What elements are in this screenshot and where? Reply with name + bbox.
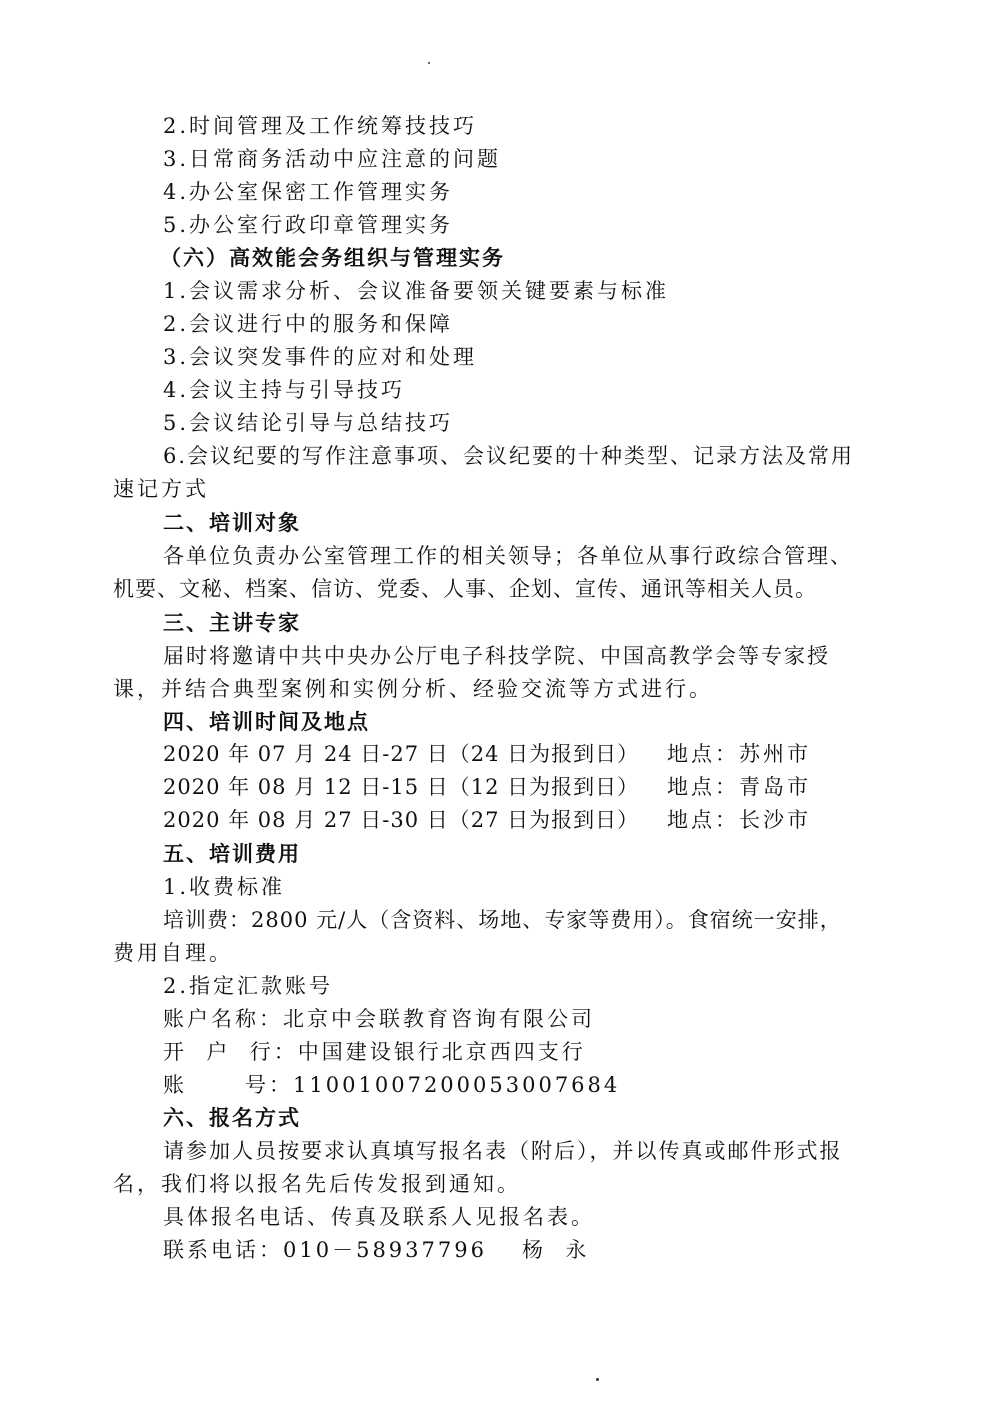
schedule-place: 地点：苏州市 (667, 742, 811, 766)
paragraph-line: 具体报名电话、传真及联系人见报名表。 (163, 1205, 595, 1229)
list-item: 3.会议突发事件的应对和处理 (163, 345, 478, 369)
bank-name: 开 户 行：中国建设银行北京西四支行 (163, 1040, 586, 1064)
contact-phone: 联系电话：010－58937796 (163, 1238, 487, 1262)
paragraph-line: 机要、文秘、档案、信访、党委、人事、企划、宣传、通讯等相关人员。 (113, 577, 817, 601)
paragraph-line: 费用自理。 (113, 941, 233, 965)
schedule-date: 2020 年 08 月 12 日-15 日（12 日为报到日） (163, 775, 640, 799)
list-item: 5.办公室行政印章管理实务 (163, 213, 454, 237)
account-number: 账 号：11001007200053007684 (163, 1073, 621, 1097)
list-item: 1.收费标准 (163, 875, 286, 899)
section-heading: 三、主讲专家 (163, 611, 301, 635)
list-item: 4.会议主持与引导技巧 (163, 378, 406, 402)
account-name: 账户名称：北京中会联教育咨询有限公司 (163, 1007, 595, 1031)
schedule-place: 地点：长沙市 (667, 808, 811, 832)
schedule-place: 地点：青岛市 (667, 775, 811, 799)
paragraph-line: 请参加人员按要求认真填写报名表（附后），并以传真或邮件形式报 (163, 1139, 843, 1163)
list-item: 5.会议结论引导与总结技巧 (163, 411, 454, 435)
scan-mark (596, 1378, 599, 1381)
list-item: 1.会议需求分析、会议准备要领关键要素与标准 (163, 279, 670, 303)
section-heading: 五、培训费用 (163, 842, 301, 866)
scan-mark (428, 62, 430, 64)
list-item-continuation: 速记方式 (113, 477, 209, 501)
paragraph-line: 名，我们将以报名先后传发报到通知。 (113, 1172, 521, 1196)
paragraph-line: 各单位负责办公室管理工作的相关领导；各单位从事行政综合管理、 (163, 544, 853, 568)
section-heading: 四、培训时间及地点 (163, 710, 370, 734)
section-heading: 六、报名方式 (163, 1106, 301, 1130)
schedule-date: 2020 年 07 月 24 日-27 日（24 日为报到日） (163, 742, 640, 766)
schedule-row (163, 773, 639, 801)
list-item: 2.会议进行中的服务和保障 (163, 312, 454, 336)
list-item: 4.办公室保密工作管理实务 (163, 180, 454, 204)
list-item: 6.会议纪要的写作注意事项、会议纪要的十种类型、记录方法及常用 (163, 444, 855, 468)
list-item: 2.时间管理及工作统筹技技巧 (163, 114, 478, 138)
schedule-date: 2020 年 08 月 27 日-30 日（27 日为报到日） (163, 808, 640, 832)
schedule-row (163, 806, 639, 834)
paragraph-line: 培训费：2800 元/人（含资料、场地、专家等费用）。食宿统一安排， (163, 908, 842, 932)
list-item: 2.指定汇款账号 (163, 974, 334, 998)
list-item: 3.日常商务活动中应注意的问题 (163, 147, 502, 171)
paragraph-line: 课，并结合典型案例和实例分析、经验交流等方式进行。 (113, 677, 713, 701)
paragraph-line: 届时将邀请中共中央办公厅电子科技学院、中国高教学会等专家授 (163, 644, 830, 668)
schedule-row (163, 740, 639, 768)
contact-person: 杨 永 (522, 1238, 590, 1262)
subsection-heading: （六）高效能会务组织与管理实务 (160, 246, 505, 270)
section-heading: 二、培训对象 (163, 511, 301, 535)
